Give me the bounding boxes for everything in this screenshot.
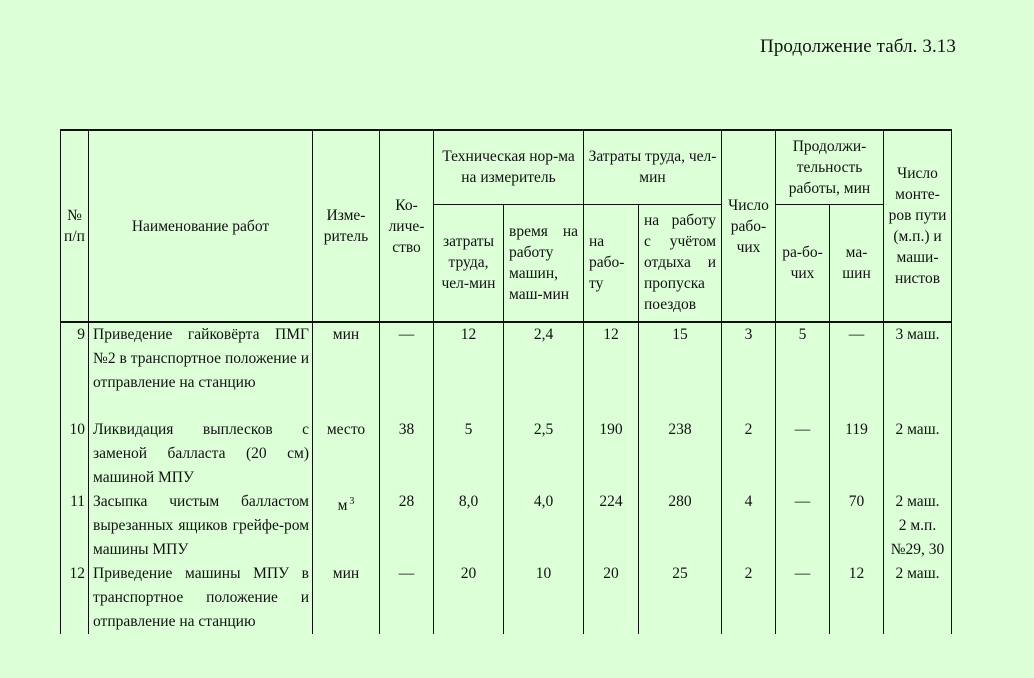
cell-no: 11 xyxy=(61,490,89,562)
header-unit: Изме-ритель xyxy=(313,130,380,322)
cell-name: Приведение машины МПУ в транспортное положение и отправление на станцию xyxy=(89,562,313,634)
cell-tech-machine: 4,0 xyxy=(504,490,584,562)
cell-tech-labor: 8,0 xyxy=(434,490,504,562)
cell-qty: 38 xyxy=(380,418,434,490)
header-tech-machine: время на работу машин, маш-мин xyxy=(504,204,584,322)
work-table xyxy=(60,129,951,634)
cell-dur-machines: 12 xyxy=(830,562,884,634)
table xyxy=(60,129,952,634)
header-installers: Число монте-ров пути (м.п.) и маши-нистов xyxy=(884,130,952,322)
cell-labor-work: 224 xyxy=(584,490,639,562)
cell-workers: 2 xyxy=(722,562,776,634)
table-row xyxy=(61,490,952,562)
cell-name: Приведение гайковёрта ПМГ №2 в транспортное положение и отправление на станцию xyxy=(89,322,313,418)
cell-qty: — xyxy=(380,322,434,418)
cell-name: Ликвидация выплесков с заменой балласта (20 см) машиной МПУ xyxy=(89,418,313,490)
installers-line: 2 м.п. xyxy=(898,517,937,534)
installers-line: 2 маш. xyxy=(895,493,940,510)
cell-labor-work: 190 xyxy=(584,418,639,490)
header-qty: Ко-личе-ство xyxy=(380,130,434,322)
cell-unit xyxy=(313,490,380,562)
cell-installers: 2 маш. xyxy=(884,562,952,634)
cell-dur-workers: — xyxy=(776,562,830,634)
header-name: Наименование работ xyxy=(89,130,313,322)
cell-tech-machine: 2,4 xyxy=(504,322,584,418)
cell-labor-rest: 280 xyxy=(639,490,722,562)
header-labor-work: на рабо-ту xyxy=(584,204,639,322)
table-body xyxy=(61,322,952,634)
cell-no: 9 xyxy=(61,322,89,418)
cell-dur-workers: 5 xyxy=(776,322,830,418)
cell-tech-machine: 2,5 xyxy=(504,418,584,490)
cell-unit: мин xyxy=(313,322,380,418)
cell-tech-labor: 12 xyxy=(434,322,504,418)
cell-labor-rest: 25 xyxy=(639,562,722,634)
cell-dur-machines: — xyxy=(830,322,884,418)
cell-workers: 2 xyxy=(722,418,776,490)
table-row xyxy=(61,562,952,634)
cell-no: 12 xyxy=(61,562,89,634)
cell-no: 10 xyxy=(61,418,89,490)
header-workers: Число рабо-чих xyxy=(722,130,776,322)
cell-installers: 2 маш. xyxy=(884,418,952,490)
cell-dur-machines: 70 xyxy=(830,490,884,562)
cell-qty: — xyxy=(380,562,434,634)
cell-labor-work: 20 xyxy=(584,562,639,634)
cell-tech-labor: 5 xyxy=(434,418,504,490)
cell-installers xyxy=(884,490,952,562)
cell-unit: мин xyxy=(313,562,380,634)
cell-workers: 4 xyxy=(722,490,776,562)
table-row xyxy=(61,418,952,490)
cell-labor-rest: 15 xyxy=(639,322,722,418)
table-row xyxy=(61,322,952,418)
unit-superscript: 3 xyxy=(349,496,355,507)
header-tech-labor: затраты труда, чел-мин xyxy=(434,204,504,322)
header-labor-costs: Затраты труда, чел-мин xyxy=(584,130,722,204)
cell-unit: место xyxy=(313,418,380,490)
unit-text: м xyxy=(337,497,348,514)
cell-tech-labor: 20 xyxy=(434,562,504,634)
table-caption: Продолжение табл. 3.13 xyxy=(760,36,956,57)
cell-labor-rest: 238 xyxy=(639,418,722,490)
header-dur-workers: ра-бо-чих xyxy=(776,204,830,322)
header-tech-norm: Техническая нор-ма на измеритель xyxy=(434,130,584,204)
cell-installers: 3 маш. xyxy=(884,322,952,418)
header-dur-machines: ма-шин xyxy=(830,204,884,322)
cell-name: Засыпка чистым балластом вырезанных ящиков грейфе-ром машины МПУ xyxy=(89,490,313,562)
cell-qty: 28 xyxy=(380,490,434,562)
header-no: № п/п xyxy=(61,130,89,322)
cell-labor-work: 12 xyxy=(584,322,639,418)
cell-dur-machines: 119 xyxy=(830,418,884,490)
cell-dur-workers: — xyxy=(776,490,830,562)
installers-line: №29, 30 xyxy=(890,541,945,558)
header-labor-rest: на работу с учётом отдыха и пропуска поездов xyxy=(639,204,722,322)
cell-dur-workers: — xyxy=(776,418,830,490)
cell-tech-machine: 10 xyxy=(504,562,584,634)
header-duration: Продолжи-тельность работы, мин xyxy=(776,130,884,204)
table-header xyxy=(61,130,952,322)
cell-workers: 3 xyxy=(722,322,776,418)
